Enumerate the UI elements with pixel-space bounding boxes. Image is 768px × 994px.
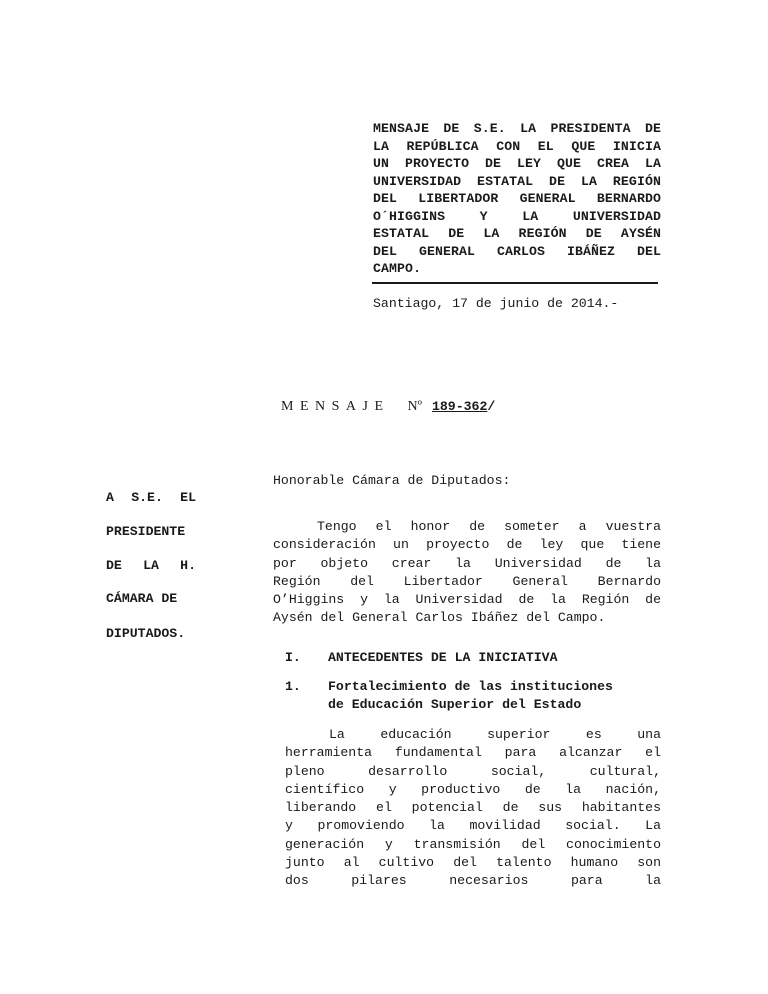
paragraph-line: Aysén del General Carlos Ibáñez del Campo.	[273, 610, 606, 626]
paragraph-line: O’Higgins y la Universidad de la Región de	[273, 592, 661, 608]
paragraph-line: Tengo el honor de someter a vuestra	[317, 519, 661, 534]
title-line: DEL GENERAL CARLOS IBÁÑEZ DEL	[373, 243, 661, 259]
mensaje-suffix: /	[487, 399, 496, 414]
addressee-line: CÁMARA DE	[106, 591, 178, 606]
salutation: Honorable Cámara de Diputados:	[273, 473, 511, 488]
paragraph-line: liberando el potencial de sus habitantes	[285, 800, 661, 816]
paragraph-line: generación y transmisión del conocimiento	[285, 836, 661, 852]
mensaje-id: 189-362	[431, 399, 488, 414]
subsection-number: 1.	[285, 679, 301, 694]
mensaje-prefix: Nº	[407, 399, 422, 414]
addressee-line: A S.E. EL	[106, 490, 196, 505]
subsection-title-line: de Educación Superior del Estado	[328, 696, 582, 712]
title-line: DEL LIBERTADOR GENERAL BERNARDO	[373, 191, 661, 206]
intro-paragraph	[273, 518, 661, 628]
addressee-line: DE LA H.	[106, 558, 196, 573]
body-paragraph	[285, 726, 661, 891]
paragraph-line: y promoviendo la movilidad social. La	[285, 818, 661, 834]
addressee-line: PRESIDENTE	[106, 524, 186, 539]
title-line: O´HIGGINS Y LA UNIVERSIDAD	[373, 208, 661, 224]
title-line: UNIVERSIDAD ESTATAL DE LA REGIÓN	[373, 173, 661, 189]
title-line: ESTATAL DE LA REGIÓN DE AYSÉN	[373, 226, 661, 241]
addressee-line: DIPUTADOS.	[106, 626, 186, 641]
title-line: MENSAJE DE S.E. LA PRESIDENTA DE	[373, 121, 661, 136]
section-title: ANTECEDENTES DE LA INICIATIVA	[328, 650, 558, 665]
mensaje-label: MENSAJE	[281, 399, 390, 414]
title-line: CAMPO.	[373, 261, 422, 276]
paragraph-line: Región del Libertador General Bernardo	[273, 573, 661, 589]
title-divider	[372, 282, 658, 284]
paragraph-line: pleno desarrollo social, cultural,	[285, 763, 661, 779]
paragraph-line: dos pilares necesarios para la	[285, 873, 661, 889]
paragraph-line: herramienta fundamental para alcanzar el	[285, 745, 661, 761]
paragraph-line: consideración un proyecto de ley que tiene	[273, 537, 661, 553]
paragraph-line: junto al cultivo del talento humano son	[285, 855, 661, 871]
document-date: Santiago, 17 de junio de 2014.-	[373, 296, 619, 311]
section-number: I.	[285, 650, 301, 665]
subsection-title-line: Fortalecimiento de las instituciones	[328, 679, 613, 694]
paragraph-line: por objeto crear la Universidad de la	[273, 555, 661, 571]
section-heading	[285, 649, 558, 667]
title-line: UN PROYECTO DE LEY QUE CREA LA	[373, 156, 661, 171]
paragraph-line: científico y productivo de la nación,	[285, 781, 661, 797]
document-title	[373, 120, 661, 278]
subsection-title	[328, 678, 662, 713]
title-line: LA REPÚBLICA CON EL QUE INICIA	[373, 138, 661, 154]
mensaje-number	[281, 399, 495, 415]
paragraph-line: La educación superior es una	[329, 727, 661, 742]
